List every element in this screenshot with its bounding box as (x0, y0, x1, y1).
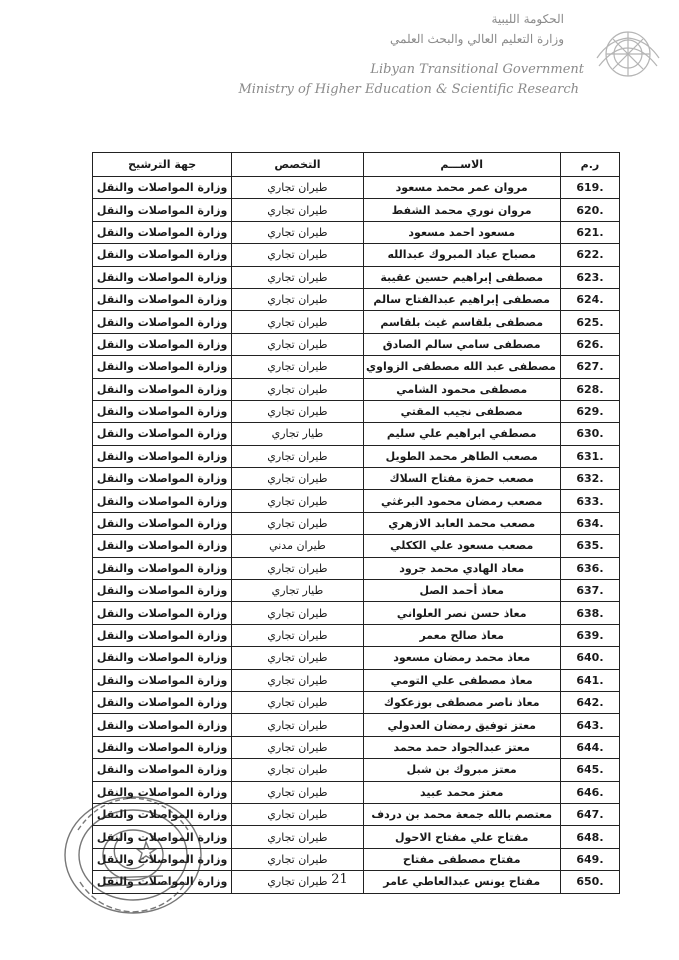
ministry-emblem-icon (589, 18, 667, 90)
table-row (93, 423, 620, 445)
row-specialty: طيران تجاري (232, 647, 363, 669)
row-number: 622. (560, 244, 619, 266)
row-name: معاذ أحمد الصل (363, 580, 560, 602)
letterhead-arabic-ministry: وزارة التعليم العالي والبحث العلمي (390, 32, 564, 46)
letterhead-arabic-government: الحكومة الليبية (491, 12, 564, 26)
row-name: مفتاح مصطفى مفتاح (363, 848, 560, 870)
row-name: مصعب حمزة مفتاح السلاك (363, 468, 560, 490)
row-nominating-body: وزارة المواصلات والنقل (93, 714, 232, 736)
row-name: معتز مبروك بن شبل (363, 759, 560, 781)
table-row (93, 669, 620, 691)
table-row (93, 266, 620, 288)
row-name: مصعب الطاهر محمد الطويل (363, 445, 560, 467)
table-row (93, 311, 620, 333)
table-row (93, 580, 620, 602)
row-name: معتصم بالله جمعة محمد بن دردف (363, 803, 560, 825)
row-specialty: طيار تجاري (232, 580, 363, 602)
table-row (93, 624, 620, 646)
table-row (93, 602, 620, 624)
row-number: 647. (560, 803, 619, 825)
row-specialty: طيران تجاري (232, 199, 363, 221)
table-row (93, 647, 620, 669)
header-name: الاســـم (363, 153, 560, 177)
row-specialty: طيران تجاري (232, 356, 363, 378)
row-nominating-body: وزارة المواصلات والنقل (93, 647, 232, 669)
row-name: مفتاح يونس عبدالعاطي عامر (363, 871, 560, 893)
row-nominating-body: وزارة المواصلات والنقل (93, 781, 232, 803)
table-row (93, 177, 620, 199)
row-name: مصطفى سامي سالم الصادق (363, 333, 560, 355)
row-number: 640. (560, 647, 619, 669)
row-specialty: طيران تجاري (232, 803, 363, 825)
row-nominating-body: وزارة المواصلات والنقل (93, 378, 232, 400)
row-number: 635. (560, 535, 619, 557)
row-name: مسعود احمد مسعود (363, 221, 560, 243)
table-row (93, 557, 620, 579)
row-name: مصعب رمضان محمود البرغثي (363, 490, 560, 512)
row-name: معاذ مصطفى علي التومي (363, 669, 560, 691)
row-specialty: طيران تجاري (232, 512, 363, 534)
table-row (93, 356, 620, 378)
row-nominating-body: وزارة المواصلات والنقل (93, 624, 232, 646)
row-name: مصطفى عبد الله مصطفى الزواوي (363, 356, 560, 378)
row-nominating-body: وزارة المواصلات والنقل (93, 759, 232, 781)
row-specialty: طيران تجاري (232, 781, 363, 803)
row-specialty: طيران تجاري (232, 736, 363, 758)
row-number: 637. (560, 580, 619, 602)
row-nominating-body: وزارة المواصلات والنقل (93, 512, 232, 534)
row-specialty: طيران تجاري (232, 445, 363, 467)
row-name: مصطفى محمود الشامي (363, 378, 560, 400)
row-name: مروان نوري محمد الشفط (363, 199, 560, 221)
table-row (93, 512, 620, 534)
row-number: 623. (560, 266, 619, 288)
row-nominating-body: وزارة المواصلات والنقل (93, 691, 232, 713)
row-specialty: طيران تجاري (232, 602, 363, 624)
row-specialty: طيران تجاري (232, 288, 363, 310)
row-specialty: طيران تجاري (232, 871, 363, 893)
table-row (93, 736, 620, 758)
row-nominating-body: وزارة المواصلات والنقل (93, 288, 232, 310)
row-number: 643. (560, 714, 619, 736)
row-specialty: طيران تجاري (232, 826, 363, 848)
row-nominating-body: وزارة المواصلات والنقل (93, 423, 232, 445)
row-number: 646. (560, 781, 619, 803)
table-row (93, 714, 620, 736)
row-number: 629. (560, 400, 619, 422)
row-nominating-body: وزارة المواصلات والنقل (93, 468, 232, 490)
row-name: مصطفى إبراهيم عبدالفتاح سالم (363, 288, 560, 310)
row-name: مفتاح علي مفتاح الاحول (363, 826, 560, 848)
row-specialty: طيران تجاري (232, 333, 363, 355)
row-specialty: طيران تجاري (232, 714, 363, 736)
row-nominating-body: وزارة المواصلات والنقل (93, 557, 232, 579)
header-number: ر.م (560, 153, 619, 177)
row-nominating-body: وزارة المواصلات والنقل (93, 244, 232, 266)
table-row (93, 445, 620, 467)
row-number: 626. (560, 333, 619, 355)
table-row (93, 535, 620, 557)
row-nominating-body: وزارة المواصلات والنقل (93, 356, 232, 378)
row-number: 628. (560, 378, 619, 400)
row-specialty: طيران تجاري (232, 557, 363, 579)
row-name: مصطفى إبراهيم حسين عقيبة (363, 266, 560, 288)
row-nominating-body: وزارة المواصلات والنقل (93, 580, 232, 602)
row-nominating-body: وزارة المواصلات والنقل (93, 266, 232, 288)
row-name: معتز توفيق رمضان العدولي (363, 714, 560, 736)
header-specialty: التخصص (232, 153, 363, 177)
official-seal-stamp (58, 790, 208, 920)
row-nominating-body: وزارة المواصلات والنقل (93, 826, 232, 848)
row-name: معاذ حسن نصر العلواني (363, 602, 560, 624)
row-number: 644. (560, 736, 619, 758)
row-number: 649. (560, 848, 619, 870)
table-body (93, 177, 620, 894)
row-number: 641. (560, 669, 619, 691)
table-header-row (93, 153, 620, 177)
row-number: 633. (560, 490, 619, 512)
row-nominating-body: وزارة المواصلات والنقل (93, 602, 232, 624)
row-nominating-body: وزارة المواصلات والنقل (93, 803, 232, 825)
row-number: 625. (560, 311, 619, 333)
row-specialty: طيران تجاري (232, 177, 363, 199)
row-specialty: طيران تجاري (232, 311, 363, 333)
table-row (93, 691, 620, 713)
row-number: 624. (560, 288, 619, 310)
row-nominating-body: وزارة المواصلات والنقل (93, 177, 232, 199)
table-row (93, 333, 620, 355)
row-number: 621. (560, 221, 619, 243)
row-specialty: طيران مدني (232, 535, 363, 557)
row-specialty: طيران تجاري (232, 691, 363, 713)
row-specialty: طيران تجاري (232, 759, 363, 781)
row-number: 627. (560, 356, 619, 378)
table-row (93, 244, 620, 266)
row-number: 648. (560, 826, 619, 848)
row-name: مصطفى بلقاسم غيث بلقاسم (363, 311, 560, 333)
row-specialty: طيران تجاري (232, 490, 363, 512)
row-specialty: طيران تجاري (232, 266, 363, 288)
row-number: 620. (560, 199, 619, 221)
row-name: معاذ محمد رمضان مسعود (363, 647, 560, 669)
row-number: 636. (560, 557, 619, 579)
row-specialty: طيران تجاري (232, 221, 363, 243)
row-number: 631. (560, 445, 619, 467)
row-number: 638. (560, 602, 619, 624)
row-name: مصعب محمد العابد الازهري (363, 512, 560, 534)
table-row (93, 221, 620, 243)
row-specialty: طيران تجاري (232, 378, 363, 400)
row-name: مروان عمر محمد مسعود (363, 177, 560, 199)
table-row (93, 400, 620, 422)
page-number: 21 (331, 872, 348, 887)
row-nominating-body: وزارة المواصلات والنقل (93, 400, 232, 422)
row-specialty: طيار تجاري (232, 423, 363, 445)
candidates-table (92, 152, 620, 894)
row-name: معتز محمد عبيد (363, 781, 560, 803)
row-number: 642. (560, 691, 619, 713)
row-specialty: طيران تجاري (232, 400, 363, 422)
row-number: 630. (560, 423, 619, 445)
row-nominating-body: وزارة المواصلات والنقل (93, 311, 232, 333)
row-name: معاد الهادي محمد جرود (363, 557, 560, 579)
header-nominating-body: جهة الترشيح (93, 153, 232, 177)
row-nominating-body: وزارة المواصلات والنقل (93, 221, 232, 243)
row-name: معاذ ناصر مصطفى بوزعكوك (363, 691, 560, 713)
row-nominating-body: وزارة المواصلات والنقل (93, 871, 232, 893)
row-name: مصطفى نجيب المقتي (363, 400, 560, 422)
row-number: 645. (560, 759, 619, 781)
row-specialty: طيران تجاري (232, 244, 363, 266)
letterhead-english-ministry: Ministry of Higher Education & Scientific Research (238, 82, 579, 97)
table-row (93, 468, 620, 490)
row-nominating-body: وزارة المواصلات والنقل (93, 199, 232, 221)
table-row (93, 378, 620, 400)
table-row (93, 199, 620, 221)
row-nominating-body: وزارة المواصلات والنقل (93, 736, 232, 758)
row-name: مصباح عياد المبروك عبدالله (363, 244, 560, 266)
row-number: 639. (560, 624, 619, 646)
row-specialty: طيران تجاري (232, 468, 363, 490)
letterhead (0, 0, 679, 110)
row-name: معتز عبدالجواد حمد محمد (363, 736, 560, 758)
row-specialty: طيران تجاري (232, 848, 363, 870)
row-nominating-body: وزارة المواصلات والنقل (93, 333, 232, 355)
row-nominating-body: وزارة المواصلات والنقل (93, 669, 232, 691)
table-row (93, 759, 620, 781)
row-name: مصطفي ابراهيم علي سليم (363, 423, 560, 445)
table-row (93, 288, 620, 310)
table-row (93, 490, 620, 512)
row-specialty: طيران تجاري (232, 624, 363, 646)
row-number: 650. (560, 871, 619, 893)
row-number: 619. (560, 177, 619, 199)
row-number: 634. (560, 512, 619, 534)
row-nominating-body: وزارة المواصلات والنقل (93, 535, 232, 557)
row-name: معاذ صالح معمر (363, 624, 560, 646)
letterhead-english-government: Libyan Transitional Government (370, 62, 584, 77)
row-name: مصعب مسعود علي الككلي (363, 535, 560, 557)
row-nominating-body: وزارة المواصلات والنقل (93, 445, 232, 467)
row-nominating-body: وزارة المواصلات والنقل (93, 490, 232, 512)
row-specialty: طيران تجاري (232, 669, 363, 691)
row-nominating-body: وزارة المواصلات والنقل (93, 848, 232, 870)
row-number: 632. (560, 468, 619, 490)
